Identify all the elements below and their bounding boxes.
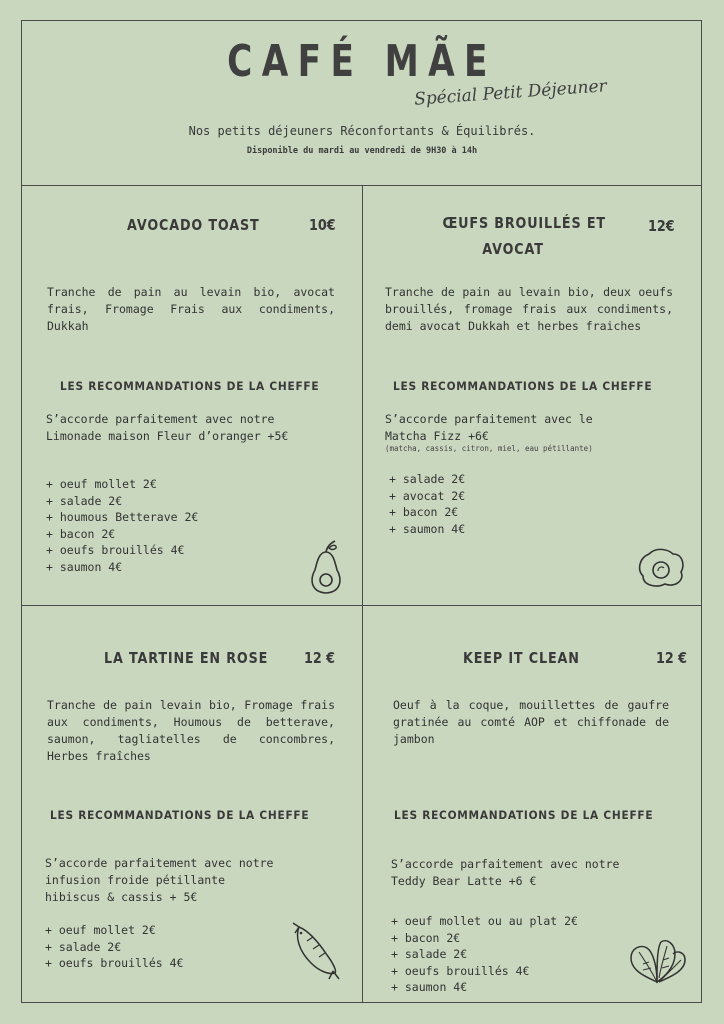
- item-price: 10€: [309, 216, 336, 234]
- extra-item: + houmous Betterave 2€: [46, 510, 199, 524]
- extra-item: + avocat 2€: [389, 488, 466, 503]
- spinach-leaves-icon: [627, 938, 689, 984]
- extra-item: + oeuf mollet 2€: [45, 923, 156, 937]
- item-title: AVOCADO TOAST: [127, 216, 260, 234]
- extra-item: + bacon 2€: [389, 505, 459, 519]
- extra-item: + salade 2€: [389, 472, 466, 486]
- extra-item: + bacon 2€: [391, 930, 461, 945]
- item-price: 12 €: [656, 649, 688, 667]
- recommendation-heading: LES RECOMMANDATIONS DE LA CHEFFE: [394, 808, 654, 822]
- extra-item: + oeufs brouillés 4€: [46, 543, 185, 557]
- extra-item: + salade 2€: [46, 493, 123, 508]
- item-price: 12€: [648, 217, 675, 235]
- extra-item: + oeufs brouillés 4€: [45, 956, 184, 970]
- extras-list: [45, 922, 183, 972]
- item-description: Oeuf à la coque, mouillettes de gaufre gratinée au comté AOP et chiffonade de jambon: [393, 698, 669, 746]
- recommendation-heading: LES RECOMMANDATIONS DE LA CHEFFE: [50, 808, 310, 822]
- extras-list: [46, 476, 198, 575]
- item-description: Tranche de pain levain bio, Fromage frais aux condiments, Houmous de betterave, saumon, tagliatelles de concombres, Herbes fraîches: [47, 698, 335, 763]
- fish-icon: [289, 921, 341, 981]
- item-pairing: S’accorde parfaitement avec notre Teddy Bear Latte +6 €: [391, 857, 620, 888]
- extra-item: + bacon 2€: [46, 526, 116, 541]
- item-description: Tranche de pain au levain bio, avocat frais, Fromage Frais aux condiments, Dukkah: [47, 285, 335, 333]
- availability: Disponible du mardi au vendredi de 9H30 à 14h: [246, 146, 478, 156]
- extra-item: + salade 2€: [45, 939, 122, 954]
- item-title: KEEP IT CLEAN: [463, 649, 580, 667]
- extra-item: + saumon 4€: [46, 559, 123, 574]
- extra-item: + oeufs brouillés 4€: [391, 963, 530, 978]
- extra-item: + oeuf mollet 2€: [46, 477, 157, 491]
- extra-item: + salade 2€: [391, 947, 468, 961]
- extras-list: [389, 471, 465, 537]
- extra-item: + saumon 4€: [391, 980, 468, 994]
- item-title: AVOCAT: [482, 240, 544, 258]
- item-description: Tranche de pain au levain bio, deux oeufs brouillés, fromage frais aux condiments, demi avocat Dukkah et herbes fraiches: [385, 285, 673, 333]
- script-subtitle: Spécial Petit Déjeuner: [413, 76, 608, 110]
- item-pairing: S’accorde parfaitement avec notre Limonade maison Fleur d’oranger +5€: [46, 412, 289, 443]
- extras-list: [391, 913, 578, 996]
- item-price: 12 €: [304, 649, 336, 667]
- column-divider: [362, 185, 363, 1002]
- item-pairing: S’accorde parfaitement avec le Matcha Fizz +6€: [385, 412, 593, 443]
- brand-title: CAFÉ MÃE: [227, 36, 497, 87]
- fried-egg-icon: [637, 546, 687, 588]
- tagline: Nos petits déjeuners Réconfortants & Équilibrés.: [188, 124, 536, 138]
- item-title: LA TARTINE EN ROSE: [104, 649, 269, 667]
- avocado-icon: [305, 538, 347, 596]
- item-pairing: S’accorde parfaitement avec notre infusion froide pétillante hibiscus & cassis + 5€: [45, 856, 274, 904]
- recommendation-heading: LES RECOMMANDATIONS DE LA CHEFFE: [393, 379, 653, 393]
- extra-item: + oeuf mollet ou au plat 2€: [391, 914, 578, 928]
- item-title: ŒUFS BROUILLÉS ET: [442, 214, 606, 232]
- pairing-note: (matcha, cassis, citron, miel, eau pétillante): [385, 444, 593, 453]
- recommendation-heading: LES RECOMMANDATIONS DE LA CHEFFE: [60, 379, 320, 393]
- extra-item: + saumon 4€: [389, 521, 466, 536]
